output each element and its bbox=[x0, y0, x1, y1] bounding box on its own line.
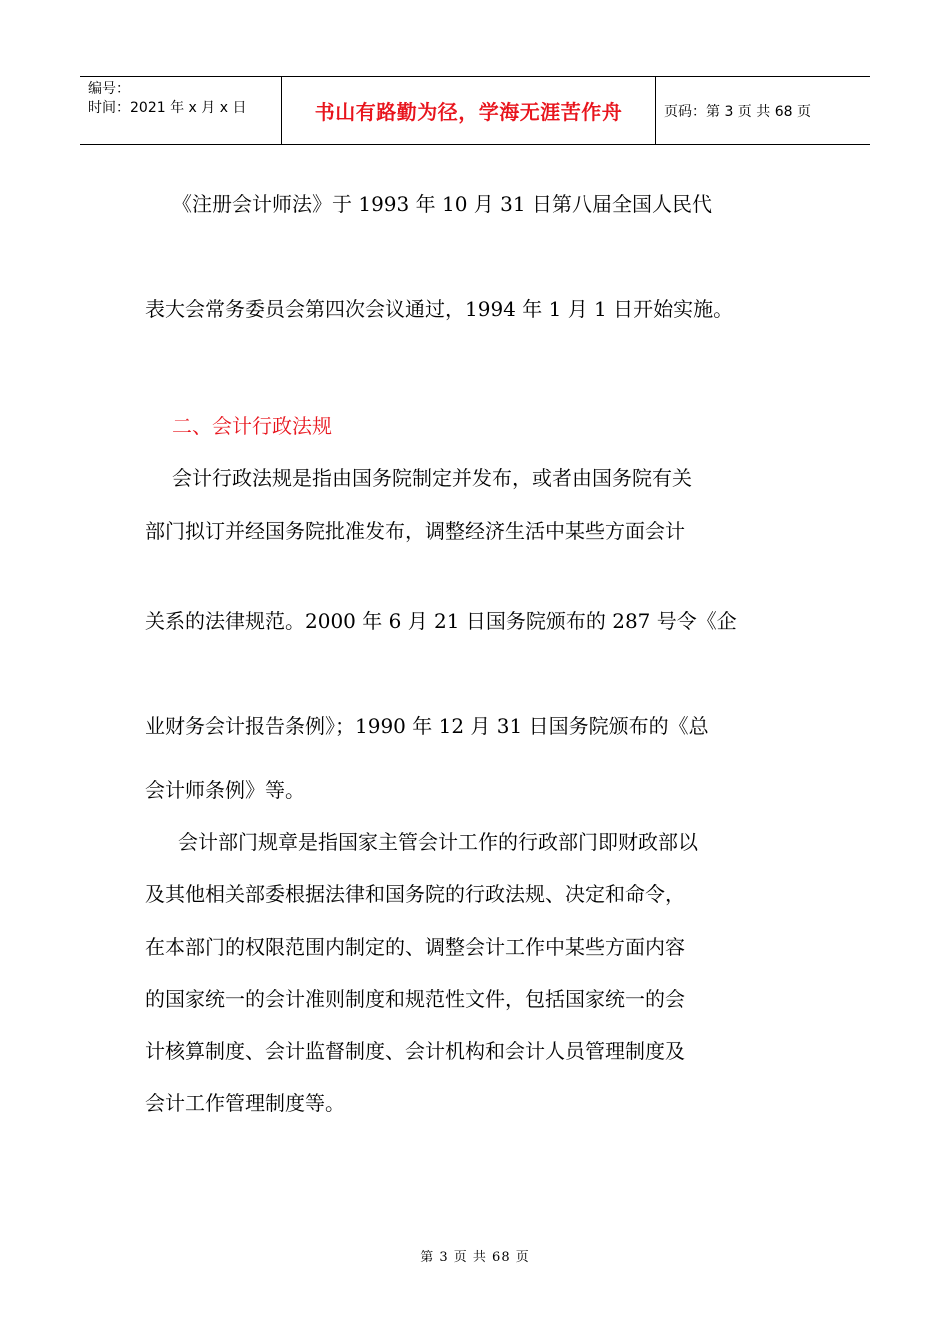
section-heading: 二、会计行政法规 bbox=[172, 414, 332, 438]
header-page-cell bbox=[656, 77, 870, 144]
page-footer: 第 3 页 共 68 页 bbox=[420, 1250, 530, 1265]
body-line: 表大会常务委员会第四次会议通过，1994 年 1 月 1 日开始实施。 bbox=[145, 297, 734, 321]
body-line: 会计师条例》等。 bbox=[145, 778, 305, 802]
body-line: 会计部门规章是指国家主管会计工作的行政部门即财政部以 bbox=[178, 830, 698, 854]
body-line: 业财务会计报告条例》；1990 年 12 月 31 日国务院颁布的《总 bbox=[145, 714, 709, 738]
header-meta-cell bbox=[80, 77, 282, 144]
body-line: 计核算制度、会计监督制度、会计机构和会计人员管理制度及 bbox=[145, 1039, 685, 1063]
document-number-label: 编号： bbox=[88, 81, 130, 97]
header-motto-cell bbox=[282, 77, 656, 144]
page-header bbox=[80, 76, 870, 145]
header-motto: 书山有路勤为径，学海无涯苦作舟 bbox=[314, 100, 623, 124]
document-date-label: 时间：2021 年 x 月 x 日 bbox=[88, 100, 247, 116]
body-line: 关系的法律规范。2000 年 6 月 21 日国务院颁布的 287 号令《企 bbox=[145, 609, 737, 633]
body-line: 及其他相关部委根据法律和国务院的行政法规、决定和命令， bbox=[145, 882, 685, 906]
body-line: 在本部门的权限范围内制定的、调整会计工作中某些方面内容 bbox=[145, 935, 685, 959]
body-line: 《注册会计师法》于 1993 年 10 月 31 日第八届全国人民代 bbox=[172, 192, 712, 216]
header-page-number: 页码：第 3 页 共 68 页 bbox=[664, 103, 811, 120]
body-line: 部门拟订并经国务院批准发布，调整经济生活中某些方面会计 bbox=[145, 519, 685, 543]
body-line: 会计行政法规是指由国务院制定并发布，或者由国务院有关 bbox=[172, 466, 692, 490]
body-line: 的国家统一的会计准则制度和规范性文件，包括国家统一的会 bbox=[145, 987, 685, 1011]
body-line: 会计工作管理制度等。 bbox=[145, 1091, 345, 1115]
